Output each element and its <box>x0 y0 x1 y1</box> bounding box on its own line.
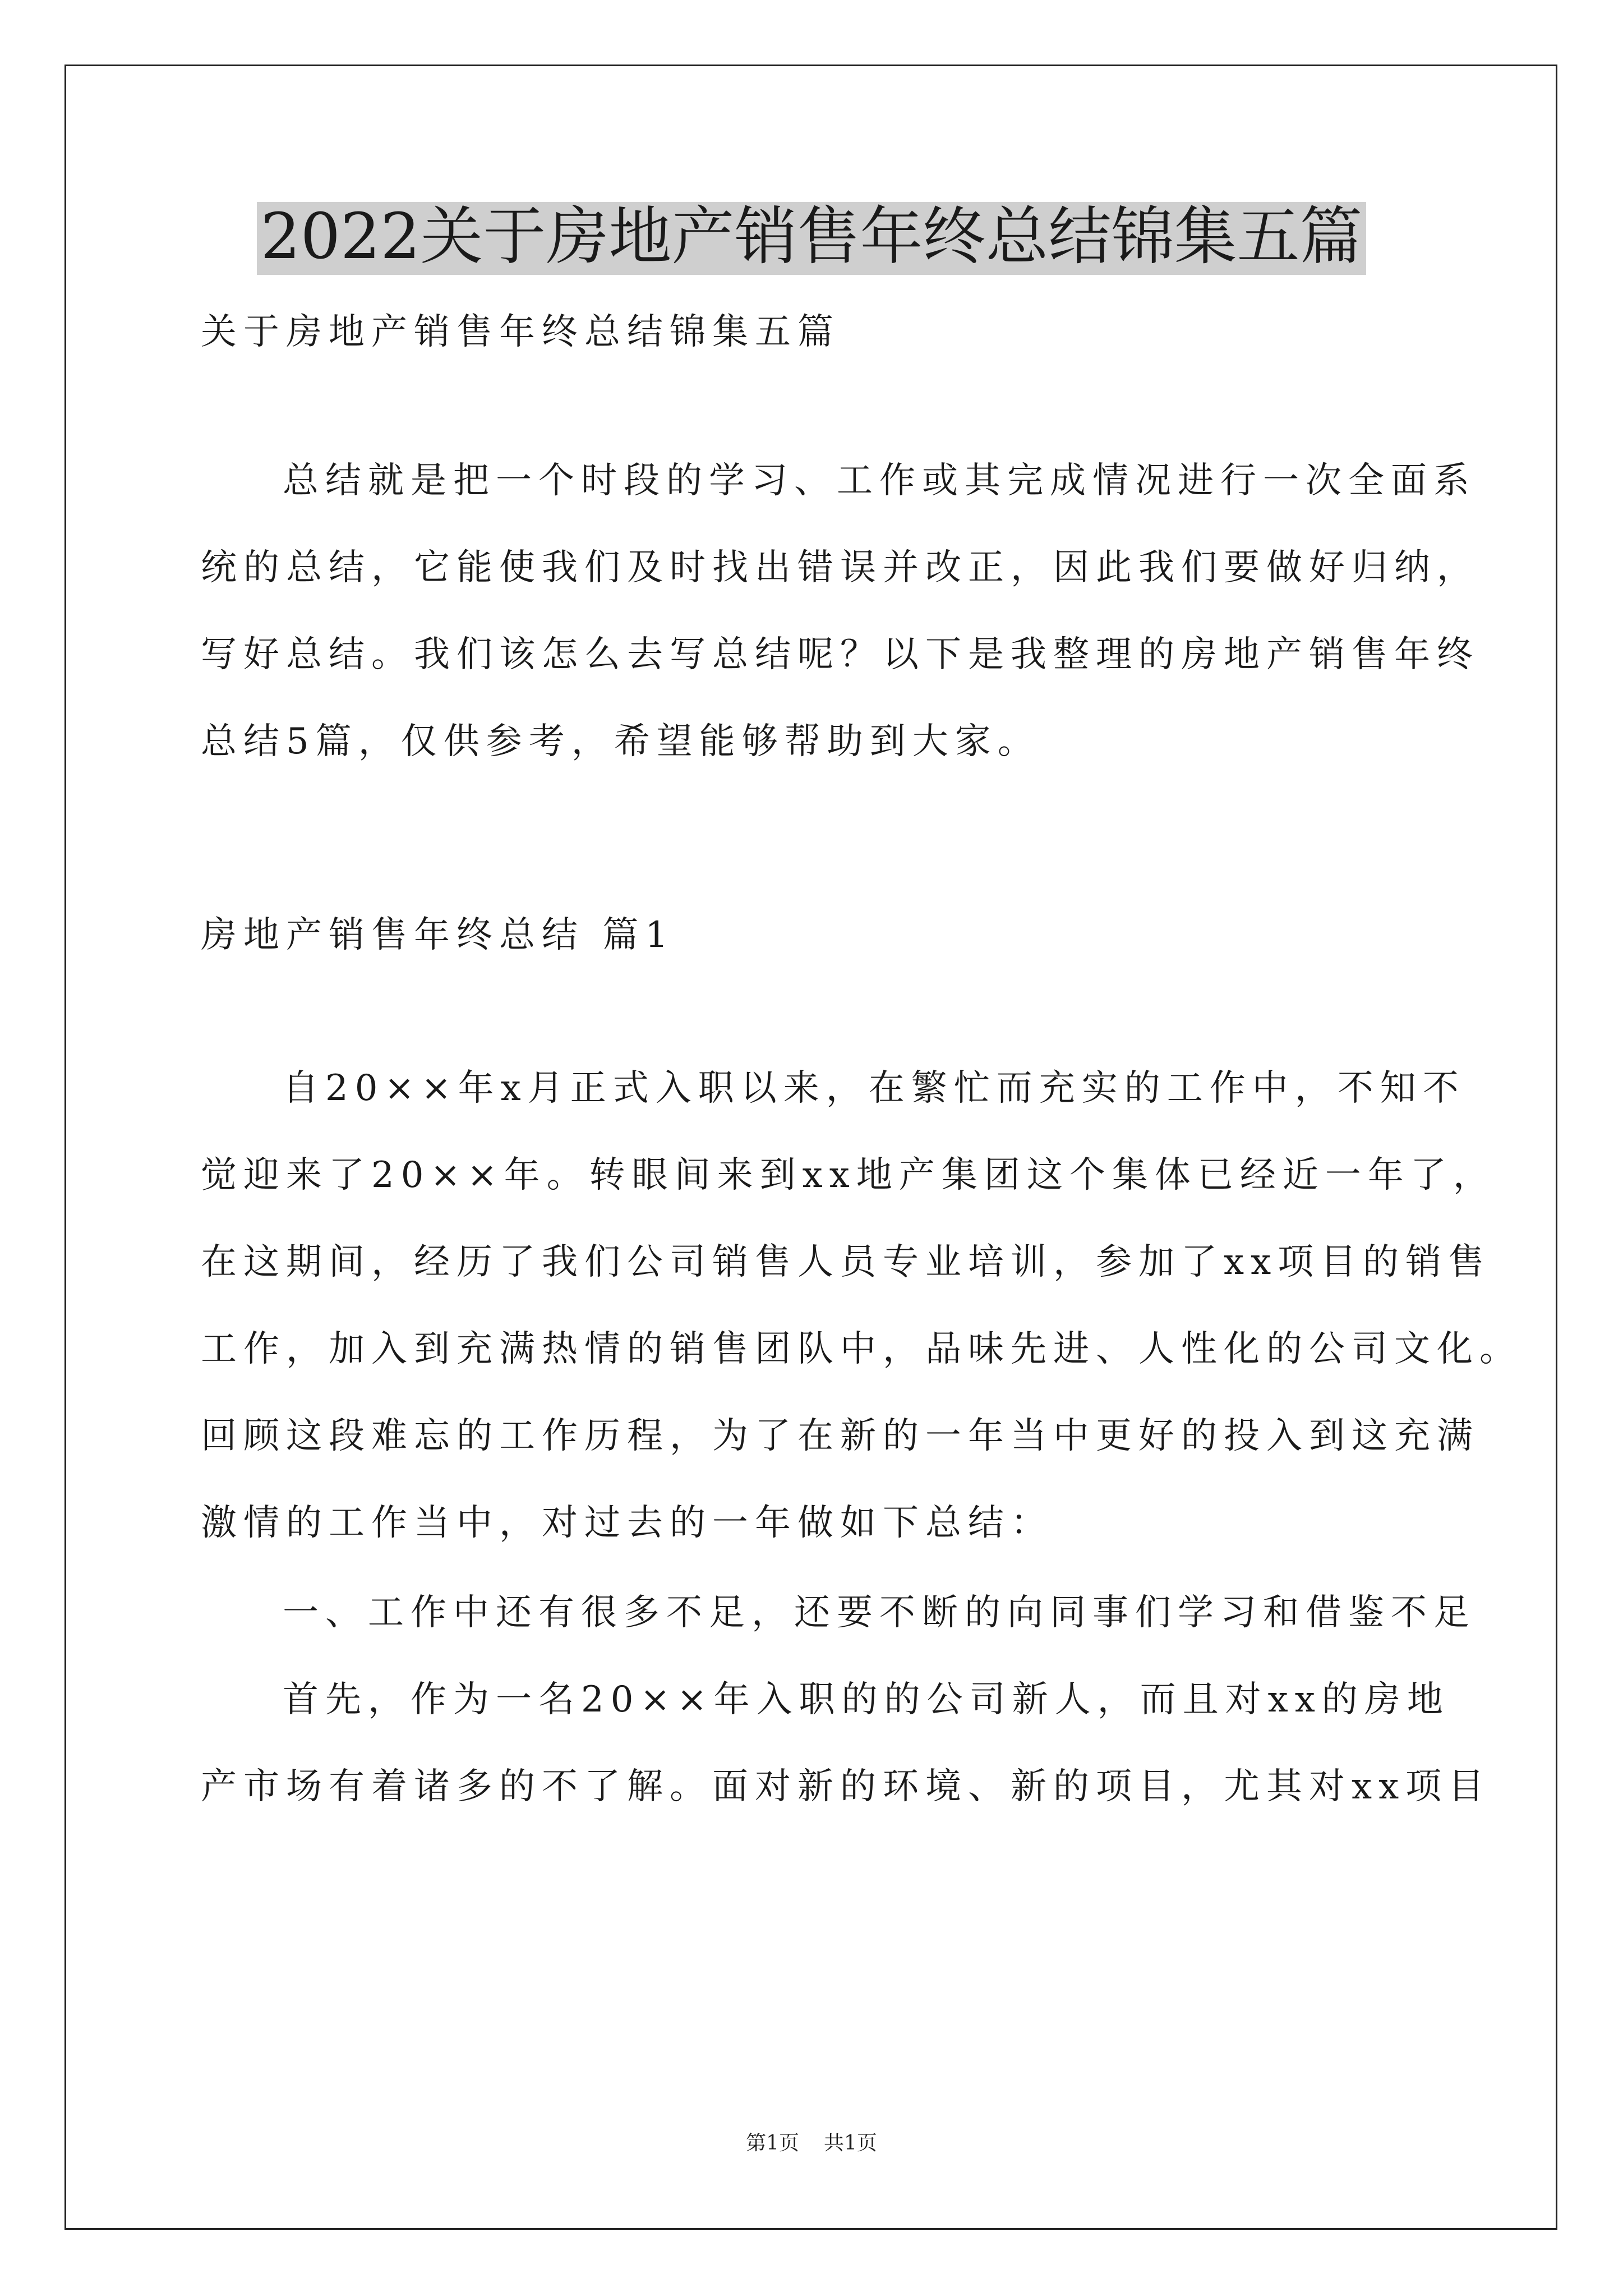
body-line: 回顾这段难忘的工作历程，为了在新的一年当中更好的投入到这充满 <box>201 1415 1479 1457</box>
body-line: 工作，加入到充满热情的销售团队中，品味先进、人性化的公司文化。 <box>201 1328 1522 1370</box>
body-line: 自20××年x月正式入职以来，在繁忙而充实的工作中，不知不 <box>283 1068 1465 1109</box>
page-footer <box>0 2133 1623 2154</box>
body-line: 在这期间，经历了我们公司销售人员专业培训，参加了xx项目的销售 <box>201 1241 1491 1283</box>
page-number: 第1页 <box>746 2132 799 2155</box>
document-title: 2022关于房地产销售年终总结锦集五篇 <box>257 202 1366 275</box>
body-line: 写好总结。我们该怎么去写总结呢？以下是我整理的房地产销售年终 <box>201 634 1479 675</box>
body-line: 统的总结，它能使我们及时找出错误并改正，因此我们要做好归纳， <box>201 547 1479 588</box>
body-line: 一、工作中还有很多不足，还要不断的向同事们学习和借鉴不足 <box>283 1592 1476 1634</box>
body-line: 激情的工作当中，对过去的一年做如下总结： <box>201 1502 1053 1544</box>
body-line: 总结就是把一个时段的学习、工作或其完成情况进行一次全面系 <box>283 460 1476 501</box>
section-heading: 房地产销售年终总结 篇1 <box>201 914 675 956</box>
body-line: 总结5篇，仅供参考，希望能够帮助到大家。 <box>201 721 1040 762</box>
body-line: 觉迎来了20××年。转眼间来到xx地产集团这个集体已经近一年了， <box>201 1154 1496 1196</box>
body-line: 产市场有着诸多的不了解。面对新的环境、新的项目，尤其对xx项目 <box>201 1766 1491 1807</box>
page-total: 共1页 <box>824 2132 877 2155</box>
body-line: 首先，作为一名20××年入职的的公司新人，而且对xx的房地 <box>283 1679 1450 1720</box>
document-title-wrap <box>0 202 1623 275</box>
page-border <box>64 65 1557 2230</box>
body-line: 关于房地产销售年终总结锦集五篇 <box>201 311 840 353</box>
